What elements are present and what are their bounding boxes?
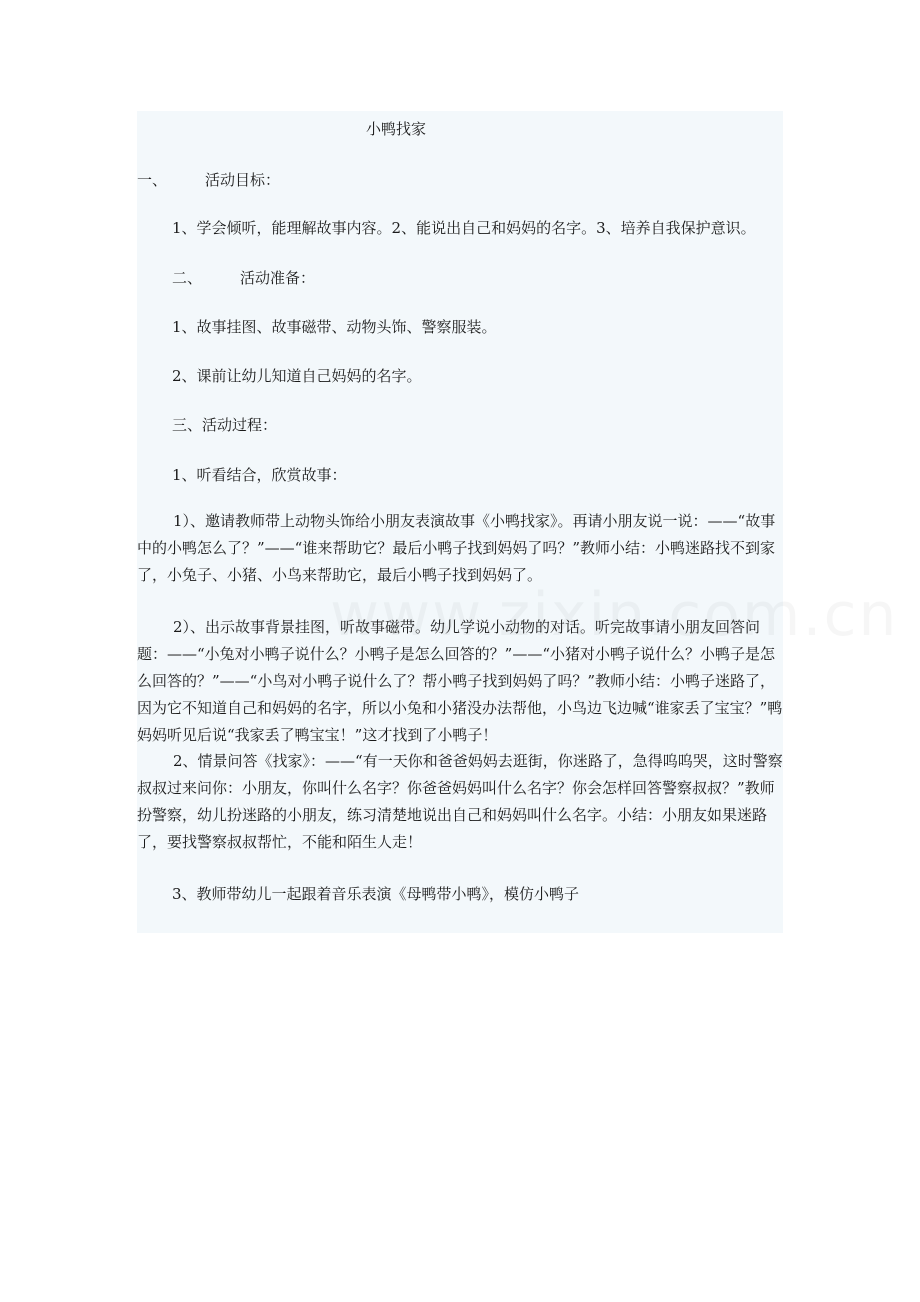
goals-text: 1、学会倾听，能理解故事内容。2、能说出自己和妈妈的名字。3、培养自我保护意识。 xyxy=(172,219,756,237)
step3-text: 3、教师带幼儿一起跟着音乐表演《母鸭带小鸭》，模仿小鸭子 xyxy=(172,885,580,903)
section2-title: 活动准备： xyxy=(240,269,316,287)
step1-paragraph-a: 1）、邀请教师带上动物头饰给小朋友表演故事《小鸭找家》。再请小朋友说一说：——“故事中的小鸭怎么了？”——“谁来帮助它？最后小鸭子找到妈妈了吗？”教师小结：小鸭迷路找不到家了，小兔子、小猪、小鸟来帮助它，最后小鸭子找到妈妈了。 xyxy=(137,512,776,584)
prep-item-2: 2、课前让幼儿知道自己妈妈的名字。 xyxy=(172,367,422,385)
section3-heading: 三、活动过程： xyxy=(172,416,278,434)
step1-heading: 1、听看结合，欣赏故事： xyxy=(172,466,347,484)
section2-number: 二、 xyxy=(172,269,203,287)
section1-heading xyxy=(137,170,280,190)
prep-item-1: 1、故事挂图、故事磁带、动物头饰、警察服装。 xyxy=(172,318,497,336)
section1-title: 活动目标： xyxy=(205,171,281,189)
section1-number: 一、 xyxy=(137,171,168,189)
step2-paragraph: 2、情景问答《找家》：——“有一天你和爸爸妈妈去逛街，你迷路了，急得呜呜哭，这时警察叔叔过来问你：小朋友，你叫什么名字？你爸爸妈妈叫什么名字？你会怎样回答警察叔叔？”教师扮警察，幼儿扮迷路的小朋友，练习清楚地说出自己和妈妈叫什么名字。小结：小朋友如果迷路了，要找警察叔叔帮忙，不能和陌生人走！ xyxy=(137,752,783,851)
document-title: 小鸭找家 xyxy=(366,120,427,138)
section2-heading xyxy=(172,268,315,288)
step1-paragraph-b: 2）、出示故事背景挂图，听故事磁带。幼儿学说小动物的对话。听完故事请小朋友回答问题：——“小兔对小鸭子说什么？小鸭子是怎么回答的？”——“小猪对小鸭子说什么？小鸭子是怎么回答的？”——“小鸟对小鸭子说什么了？帮小鸭子找到妈妈了吗？”教师小结：小鸭子迷路了，因为它不知道自己和妈妈的名字，所以小兔和小猪没办法帮他，小鸟边飞边喊“谁家丢了宝宝？”鸭妈妈听见后说“我家丢了鸭宝宝！”这才找到了小鸭子！ xyxy=(137,618,783,744)
